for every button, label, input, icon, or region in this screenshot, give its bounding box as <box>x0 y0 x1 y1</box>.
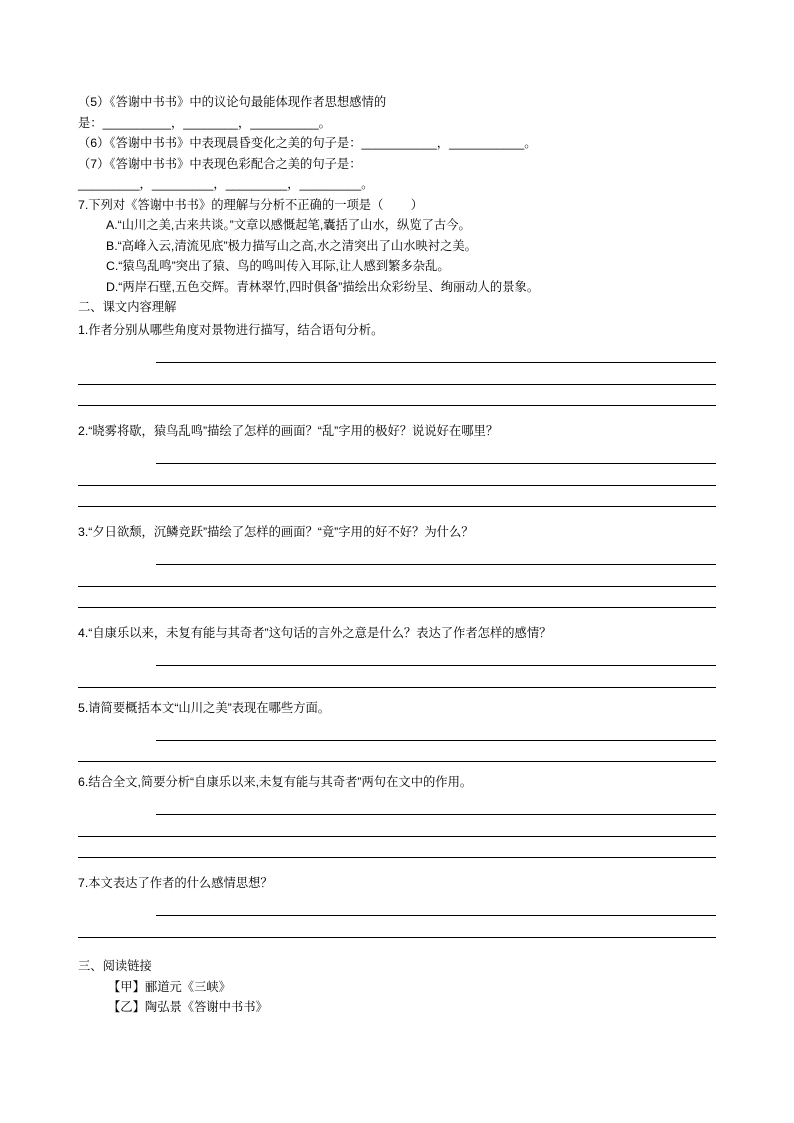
answer-area-5[interactable] <box>78 719 716 762</box>
answer-line[interactable] <box>78 565 716 587</box>
answer-line[interactable] <box>156 645 716 667</box>
answer-area-2[interactable] <box>78 443 716 508</box>
answer-line[interactable] <box>156 342 716 364</box>
answer-line[interactable] <box>78 363 716 385</box>
spacer <box>78 858 716 871</box>
spacer <box>78 938 716 956</box>
answer-area-3[interactable] <box>78 544 716 609</box>
question-block-1 <box>78 320 716 406</box>
spacer <box>78 762 716 770</box>
answer-line[interactable] <box>78 385 716 407</box>
answer-line[interactable] <box>78 486 716 508</box>
question-7-option-b[interactable]: B.“高峰入云,清流见底”极力描写山之高,水之清突出了山水映衬之美。 <box>106 238 477 253</box>
answer-line[interactable] <box>156 794 716 816</box>
answer-area-4[interactable] <box>78 645 716 688</box>
reading-link-item-yi: 【乙】陶弘景《答谢中书书》 <box>108 1000 268 1014</box>
question-1-text: 1.作者分别从哪些角度对景物进行描写，结合语句分析。 <box>78 323 384 337</box>
answer-line[interactable] <box>78 741 716 763</box>
answer-area-7[interactable] <box>78 895 716 938</box>
answer-line[interactable] <box>78 464 716 486</box>
question-4-text: 4.“自康乐以来，未复有能与其奇者”这句话的言外之意是什么？表达了作者怎样的感情？ <box>78 626 552 640</box>
question-6-text: 6.结合全文,简要分析“自康乐以来,未复有能与其奇者”两句在文中的作用。 <box>78 775 473 789</box>
document-content <box>78 92 716 1018</box>
question-7b-text: 7.本文表达了作者的什么感情思想？ <box>78 876 273 890</box>
section-three-title: 三、阅读链接 <box>78 958 152 973</box>
question-block-2 <box>78 421 716 507</box>
question-7-option-a[interactable]: A.“山川之美,古来共谈。”文章以感慨起笔,囊括了山水，纵览了古今。 <box>106 218 471 232</box>
question-7-option-d[interactable]: D.“两岸石壁,五色交辉。青林翠竹,四时俱备”描绘出众彩纷呈、绚丽动人的景象。 <box>106 279 540 294</box>
question-2-text: 2.“晓雾将歇，猿鸟乱鸣”描绘了怎样的画面？“乱”字用的极好？说说好在哪里？ <box>78 424 499 438</box>
question-block-5 <box>78 698 716 763</box>
answer-line[interactable] <box>78 837 716 859</box>
question-block-4 <box>78 623 716 688</box>
fill-in-item-5a: （5）《答谢中书书》中的议论句最能体现作者思想感情的 <box>78 95 387 109</box>
question-block-6 <box>78 772 716 858</box>
question-7-option-c[interactable]: C.“猿鸟乱鸣”突出了猿、鸟的鸣叫传入耳际,让人感到繁多杂乱。 <box>106 259 450 273</box>
fill-in-item-6: （6）《答谢中书书》中表现晨昏变化之美的句子是：___________，___________。 <box>78 136 537 150</box>
section-two-title: 二、课文内容理解 <box>78 300 177 314</box>
spacer <box>78 507 716 520</box>
answer-area-6[interactable] <box>78 794 716 859</box>
answer-line[interactable] <box>156 544 716 566</box>
fill-in-item-7b: _________，_________，_________，_________。 <box>78 177 374 191</box>
question-block-7 <box>78 873 716 938</box>
question-block-3 <box>78 522 716 608</box>
spacer <box>78 688 716 696</box>
answer-line[interactable] <box>156 443 716 465</box>
question-3-text: 3.“夕日欲颓，沉鳞竞跃”描绘了怎样的画面？“竟”字用的好不好？为什么？ <box>78 525 474 539</box>
reading-link-item-jia: 【甲】郦道元《三峡》 <box>108 979 231 994</box>
fill-in-item-5b: 是：__________，________，__________。 <box>78 115 331 130</box>
fill-in-item-7a: （7）《答谢中书书》中表现色彩配合之美的句子是： <box>78 156 362 171</box>
answer-line[interactable] <box>78 916 716 938</box>
spacer <box>78 608 716 621</box>
answer-line[interactable] <box>156 719 716 741</box>
answer-area-1[interactable] <box>78 342 716 407</box>
question-7-stem: 7.下列对《答谢中书书》的理解与分析不正确的一项是（ ） <box>78 197 424 212</box>
answer-line[interactable] <box>78 587 716 609</box>
question-5-text: 5.请简要概括本文“山川之美”表现在哪些方面。 <box>78 700 331 715</box>
answer-line[interactable] <box>78 666 716 688</box>
answer-line[interactable] <box>156 895 716 917</box>
spacer <box>78 406 716 419</box>
answer-line[interactable] <box>78 815 716 837</box>
